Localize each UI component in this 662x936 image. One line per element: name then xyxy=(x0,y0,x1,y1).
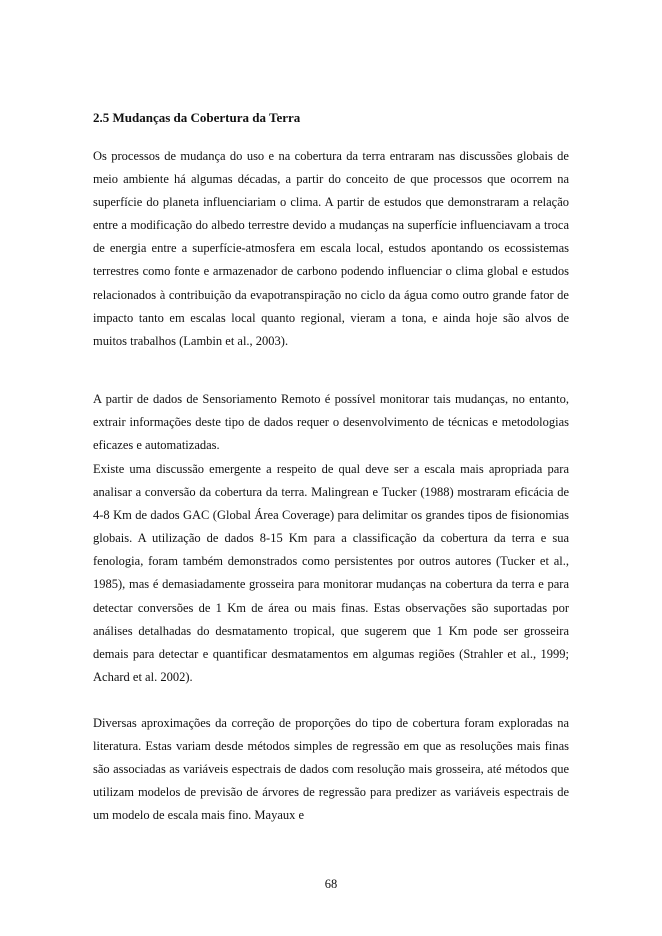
page-number: 68 xyxy=(324,877,338,891)
paragraph-1: Os processos de mudança do uso e na cobertura da terra entraram nas discussões globais de meio ambiente há algumas décadas, a partir do conceito de que processos que ocorrem na superfície do planeta influenciariam o clima. A partir de estudos que demonstraram a relação entre a modificação do albedo terrestre devido a mudanças na superfície influenciavam a troca de energia entre a superfície-atmosfera em escala local, estudos apontando os ecossistemas terrestres como fonte e armazenador de carbono podendo influenciar o clima global e estudos relacionados à contribuição da evapotranspiração no ciclo da água como outro grande fator de impacto tanto em escalas local quanto regional, vieram a tona, e ainda hoje são alvos de muitos trabalhos (Lambin et al., 2003). xyxy=(93,149,569,348)
paragraph-4: Diversas aproximações da correção de proporções do tipo de cobertura foram exploradas na literatura. Estas variam desde métodos simples de regressão em que as resoluções mais finas são associadas as variáveis espectrais de dados com resolução mais grosseira, até métodos que utilizam modelos de previsão de árvores de regressão para predizer as variáveis espectrais de um modelo de escala mais fino. Mayaux e xyxy=(93,716,569,823)
paragraph-2: A partir de dados de Sensoriamento Remoto é possível monitorar tais mudanças, no entanto, extrair informações deste tipo de dados requer o desenvolvimento de técnicas e metodologias eficazes e automatizadas. xyxy=(93,392,569,453)
section-heading: 2.5 Mudanças da Cobertura da Terra xyxy=(93,110,301,125)
paragraph-3: Existe uma discussão emergente a respeito de qual deve ser a escala mais apropriada para analisar a conversão da cobertura da terra. Malingrean e Tucker (1988) mostraram eficácia de 4-8 Km de dados GAC (Global Área Coverage) para delimitar os grandes tipos de fisionomias globais. A utilização de dados 8-15 Km para a classificação da cobertura da terra e sua fenologia, foram também demonstrados como persistentes por outros autores (Tucker et al., 1985), mas é demasiadamente grosseira para monitorar mudanças na cobertura da terra e para detectar conversões de 1 Km de área ou mais finas. Estas observações são suportadas por análises detalhadas do desmatamento tropical, que sugerem que 1 Km pode ser grosseira demais para detectar e quantificar desmatamentos em algumas regiões (Strahler et al., 1999; Achard et al. 2002). xyxy=(93,462,569,684)
